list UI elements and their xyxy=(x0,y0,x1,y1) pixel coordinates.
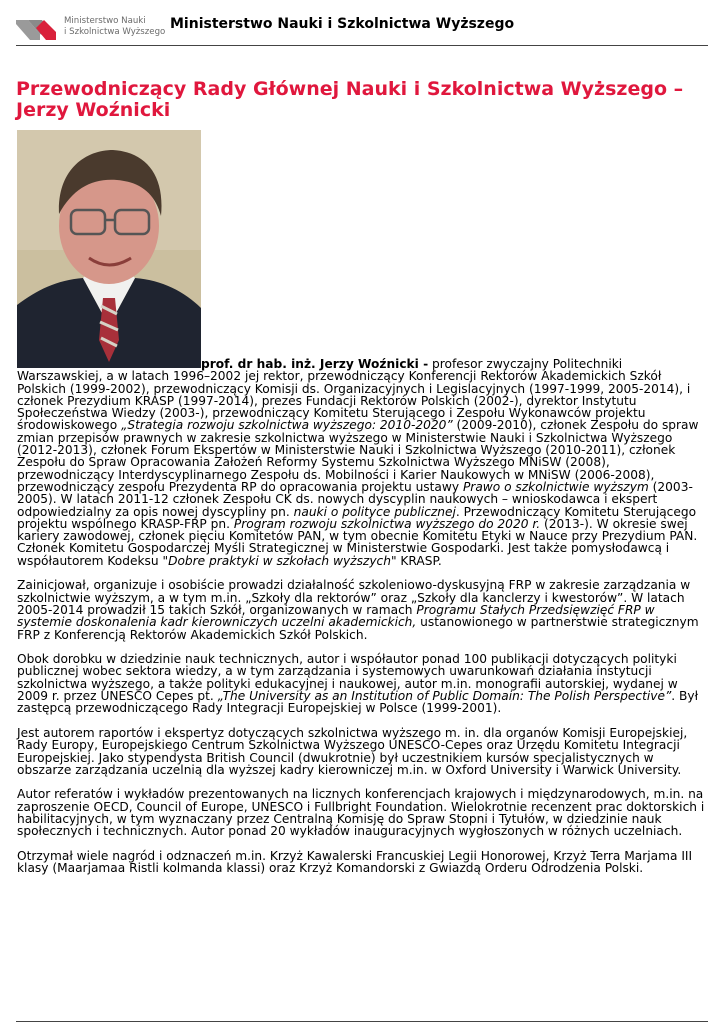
bio-paragraph-4: Jest autorem raportów i ekspertyz dotyczących szkolnictwa wyższego m. in. dla organów Komisji Europejskiej, Rady Europy, Europejskiego Centrum Szkolnictwa Wyższego UNESCO-Cepes oraz Urzędu Komitetu Integracji Europejskiej. Jako stypendysta British Council (dwukrotnie) był uczestnikiem kursów specjalistycznych w obszarze zarządzania uczelnią dla wyższej kadry kierowniczej m.in. w Oxford University i Warwick University. xyxy=(17,725,688,777)
bio-paragraph-2: Zainicjował, organizuje i osobiście prowadzi działalność szkoleniowo-dyskusyjną FRP w zakresie zarządzania w szkolnictwie wyższym, a w tym m.in. „Szkoły dla rektorów” oraz „Szkoły dla kanclerzy i kwestorów”. W latach 2005-2014 prowadził 15 takich Szkół, organizowanych w ramach Programu Stałych Przedsięwzięć FRP w systemie doskonalenia kadr kierowniczych uczelni akademickich, ustanowionego w partnerstwie strategicznym FRP z Konferencją Rektorów Akademickich Szkół Polskich. xyxy=(17,578,699,642)
logo-line-2: i Szkolnictwa Wyższego xyxy=(64,26,166,37)
logo-line-1: Ministerstwo Nauki xyxy=(64,16,146,26)
site-title: Ministerstwo Nauki i Szkolnictwa Wyższego xyxy=(170,16,515,32)
article-content xyxy=(17,130,706,887)
site-header xyxy=(16,12,708,46)
page-title: Przewodniczący Rady Głównej Nauki i Szkolnictwa Wyższego – Jerzy Woźnicki xyxy=(16,78,684,121)
bio-paragraph-6: Otrzymał wiele nagród i odznaczeń m.in. Krzyż Kawalerski Francuskiej Legii Honorowej, Krzyż Terra Marjama III klasy (Maarjamaa Ristli kolmanda klassi) oraz Krzyż Komandorski z Gwiazdą Orderu Odrodzenia Polski. xyxy=(17,848,693,876)
bio-paragraph-1: prof. dr hab. inż. Jerzy Woźnicki - profesor zwyczajny Politechniki Warszawskiej, a w latach 1996–2002 jej rektor, przewodniczący Konferencji Rektorów Akademickich Szkół Polskich (1999-2002), przewodniczący Komisji ds. Organizacyjnych i Legislacyjnych (1997-1999, 2005-2014), i członek Prezydium KRASP (1997-2014), prezes Fundacji Rektorów Polskich (2002-), dyrektor Instytutu Społeczeństwa Wiedzy (2003-), przewodniczący Komitetu Sterującego i Zespołu Wykonawców projektu środowiskowego „Strategia rozwoju szkolnictwa wyższego: 2010-2020” (2009-2010), członek Zespołu do spraw zmian przepisów prawnych w zakresie szkolnictwa wyższego w Ministerstwie Nauki i Szkolnictwa Wyższego (2012-2013), członek Forum Ekspertów w Ministerstwie Nauki i Szkolnictwa Wyższego (2010-2011), członek Zespołu do Spraw Opracowania Założeń Reformy Systemu Szkolnictwa Wyższego MNiSW (2008), przewodniczący Interdyscyplinarnego Zespołu ds. Mobilności i Karier Naukowych w MNiSW (2006-2008), przewodniczący zespołu Prezydenta RP do opracowania projektu ustawy Prawo o szkolnictwie wyższym (2003-2005). W latach 2011-12 członek Zespołu CK ds. nowych dyscyplin naukowych – wnioskodawca i ekspert odpowiedzialny za opis nowej dyscypliny pn. nauki o polityce publicznej. Przewodniczący Komitetu Sterującego projektu wspólnego KRASP-FRP pn. Program rozwoju szkolnictwa wyższego do 2020 r. (2013-). W okresie swej kariery zawodowej, członek pięciu Komitetów PAN, w tym obecnie Komitetu Etyki w Nauce przy Prezydium PAN. Członek Komitetu Gospodarczej Myśli Strategicznej w Ministerstwie Gospodarki. Jest także pomysłodawcą i współautorem Kodeksu "Dobre praktyki w szkołach wyższych" KRASP. xyxy=(17,130,706,567)
bio-paragraph-3: Obok dorobku w dziedzinie nauk technicznych, autor i współautor ponad 100 publikacji dotyczących polityki publicznej wobec sektora wiedzy, a w tym zarządzania i systemowych uwarunkowań działania instytucji szkolnictwa wyższego, a także polityki edukacyjnej i naukowej, autor m.in. monografii autorskiej, wydanej w 2009 r. przez UNESCO Cepes pt. „The University as an Institution of Public Domain: The Polish Perspective”. Był zastępcą przewodniczącego Rady Integracji Europejskiej w Polsce (1999-2001). xyxy=(17,652,699,716)
person-name: prof. dr hab. inż. Jerzy Woźnicki - xyxy=(201,357,429,371)
logo-text xyxy=(64,16,165,37)
header-divider xyxy=(16,45,708,46)
portrait-photo xyxy=(17,130,201,368)
footer-divider xyxy=(16,1021,708,1022)
bio-paragraph-5: Autor referatów i wykładów prezentowanych na licznych konferencjach krajowych i międzynarodowych, m.in. na zaproszenie OECD, Council of Europe, UNESCO i Fullbright Foundation. Wielokrotnie recenzent prac doktorskich i habilitacyjnych, w tym wyznaczany przez Centralną Komisję do Spraw Stopni i Tytułów, w dziedzinie nauk społecznych i technicznych. Autor ponad 20 wykładów inauguracyjnych wygłoszonych w różnych uczelniach. xyxy=(17,787,705,839)
ministry-logo-icon[interactable] xyxy=(16,18,56,40)
